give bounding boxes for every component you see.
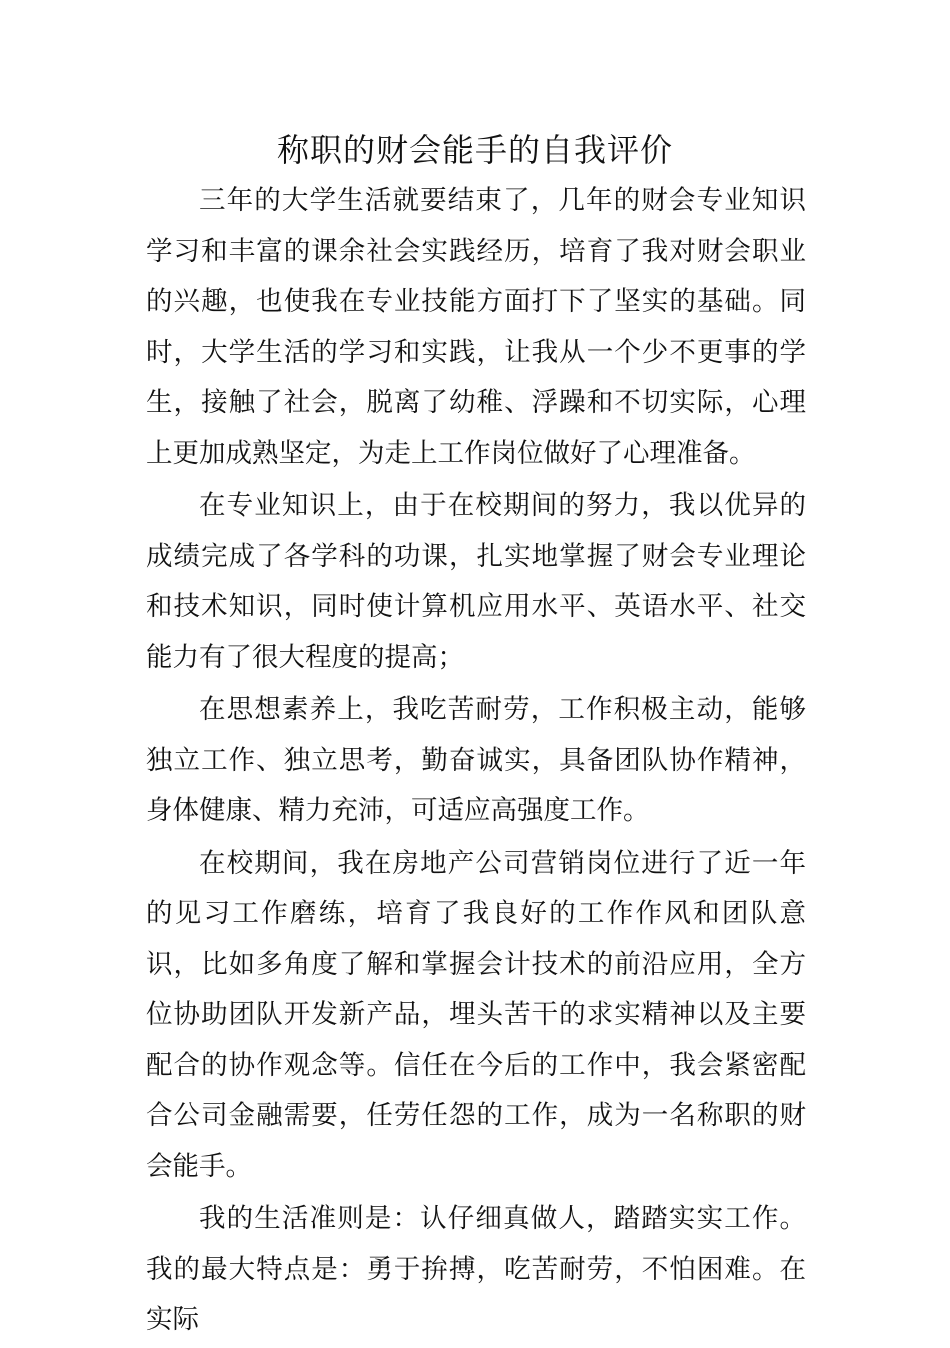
paragraph-3: 在思想素养上，我吃苦耐劳，工作积极主动，能够独立工作、独立思考，勤奋诚实，具备团队协作精神，身体健康、精力充沛，可适应高强度工作。 [146, 694, 806, 826]
paragraph-5: 我的生活准则是：认仔细真做人，踏踏实实工作。我的最大特点是：勇于拚搏，吃苦耐劳，不怕困难。在实际 [146, 1203, 806, 1335]
paragraph-1: 三年的大学生活就要结束了，几年的财会专业知识学习和丰富的课余社会实践经历，培育了我对财会职业的兴趣，也使我在专业技能方面打下了坚实的基础。同时，大学生活的学习和实践，让我从一个少不更事的学生，接触了社会，脱离了幼稚、浮躁和不切实际，心理上更加成熟坚定，为走上工作岗位做好了心理准备。 [146, 185, 806, 469]
document-body [146, 176, 806, 1348]
paragraph-4: 在校期间，我在房地产公司营销岗位进行了近一年的见习工作磨练，培育了我良好的工作作风和团队意识，比如多角度了解和掌握会计技术的前沿应用，全方位协助团队开发新产品，埋头苦干的求实精神以及主要配合的协作观念等。信任在今后的工作中，我会紧密配合公司金融需要，任劳任怨的工作，成为一名称职的财会能手。 [146, 847, 806, 1182]
document-title: 称职的财会能手的自我评价 [276, 131, 673, 169]
paragraph-2: 在专业知识上，由于在校期间的努力，我以优异的成绩完成了各学科的功课，扎实地掌握了财会专业理论和技术知识，同时使计算机应用水平、英语水平、社交能力有了很大程度的提高； [146, 490, 806, 673]
